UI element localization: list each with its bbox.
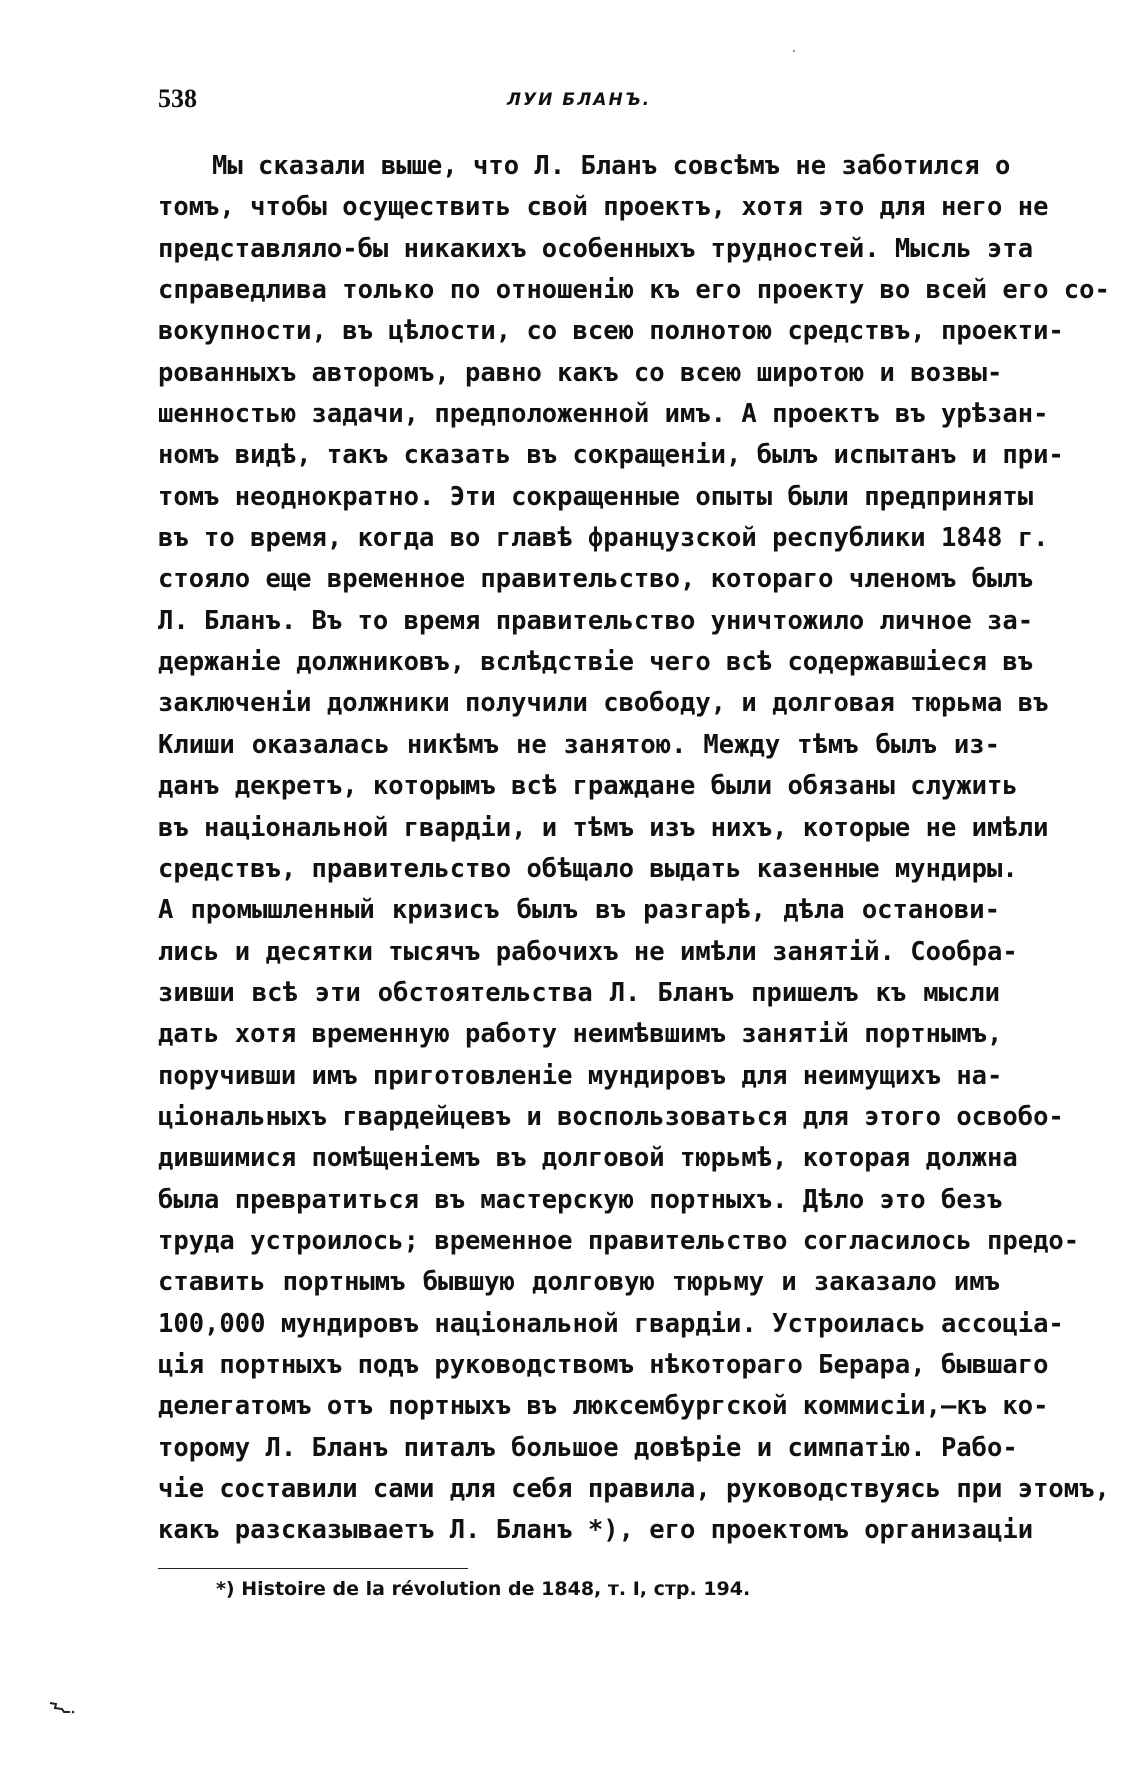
text-line: Л. Бланъ. Въ то время правительство уничтожило личное за- — [158, 605, 1034, 636]
text-line: 100,000 мундировъ національной гвардіи. Устроилась ассоціа- — [158, 1308, 1064, 1339]
text-line: поручивши имъ приготовленіе мундировъ для неимущихъ на- — [158, 1060, 1003, 1091]
text-line: дившимися помѣщеніемъ въ долговой тюрьмѣ, которая должна — [158, 1143, 1018, 1174]
text-line: дать хотя временную работу неимѣвшимъ занятій портнымъ, — [158, 1019, 1003, 1050]
text-line: зивши всѣ эти обстоятельства Л. Бланъ пришелъ къ мысли — [158, 977, 1000, 1008]
text-line: вокупности, въ цѣлости, со всею полнотою средствъ, проекти- — [158, 316, 1064, 347]
text-line: въ то время, когда во главѣ французской республики 1848 г. — [158, 523, 1049, 554]
text-line: ція портныхъ подъ руководствомъ нѣкотораго Берара, бывшаго — [158, 1349, 1049, 1380]
text-line: труда устроилось; временное правительство согласилось предо- — [158, 1225, 1080, 1256]
text-line: заключеніи должники получили свободу, и долговая тюрьма въ — [158, 688, 1049, 719]
scan-mark-icon — [48, 1700, 78, 1714]
text-line: была превратиться въ мастерскую портныхъ. Дѣло это безъ — [158, 1184, 1003, 1215]
text-line: въ національной гвардіи, и тѣмъ изъ нихъ, которые не имѣли — [158, 812, 1049, 843]
page-header — [158, 84, 1000, 120]
text-line: Клиши оказалась никѣмъ не занятою. Между тѣмъ былъ из- — [158, 729, 1000, 760]
text-line: чіе составили сами для себя правила, руководствуясь при этомъ, — [158, 1474, 1110, 1504]
text-line: делегатомъ отъ портныхъ въ люксембургской коммисіи,—къ ко- — [158, 1391, 1049, 1422]
text-line: представляло-бы никакихъ особенныхъ трудностей. Мысль эта — [158, 233, 1034, 264]
text-line: ціональныхъ гвардейцевъ и воспользоваться для этого освобо- — [158, 1101, 1064, 1132]
text-line: лись и десятки тысячъ рабочихъ не имѣли занятій. Сообра- — [158, 936, 1018, 967]
text-line: томъ, чтобы осуществить свой проектъ, хотя это для него не — [158, 192, 1049, 223]
text-line: держаніе должниковъ, вслѣдствіе чего всѣ содержавшіеся въ — [158, 647, 1034, 678]
running-head: ЛУИ БЛАНЪ. — [506, 90, 652, 110]
text-line: шенностью задачи, предположенной имъ. А проектъ въ урѣзан- — [158, 399, 1049, 430]
footnote-divider — [158, 1568, 468, 1569]
text-line: Мы сказали выше, что Л. Бланъ совсѣмъ не заботился о — [212, 151, 1011, 181]
text-line: рованныхъ авторомъ, равно какъ со всею широтою и возвы- — [158, 357, 1003, 388]
text-line: справедлива только по отношенію къ его проекту во всей его со- — [158, 275, 1110, 306]
scan-speck — [793, 50, 795, 52]
text-line: А промышленный кризисъ былъ въ разгарѣ, дѣла останови- — [158, 895, 1000, 926]
page-number: 538 — [158, 84, 197, 113]
text-line: номъ видѣ, такъ сказать въ сокращеніи, былъ испытанъ и при- — [158, 440, 1064, 471]
text-line: ставить портнымъ бывшую долговую тюрьму и заказало имъ — [158, 1267, 1000, 1298]
footnote: *) Histoire de la révolution de 1848, т. I, стр. 194. — [216, 1578, 751, 1600]
text-line: данъ декретъ, которымъ всѣ граждане были обязаны служить — [158, 771, 1018, 802]
text-line: томъ неоднократно. Эти сокращенные опыты были предприняты — [158, 481, 1034, 512]
text-line: стояло еще временное правительство, котораго членомъ былъ — [158, 564, 1034, 595]
text-line: торому Л. Бланъ питалъ большое довѣріе и симпатію. Рабо- — [158, 1432, 1018, 1463]
text-line: какъ разсказываетъ Л. Бланъ *), его проектомъ организаціи — [158, 1515, 1034, 1546]
body-text — [158, 146, 1110, 1552]
text-line: средствъ, правительство обѣщало выдать казенные мундиры. — [158, 853, 1018, 884]
